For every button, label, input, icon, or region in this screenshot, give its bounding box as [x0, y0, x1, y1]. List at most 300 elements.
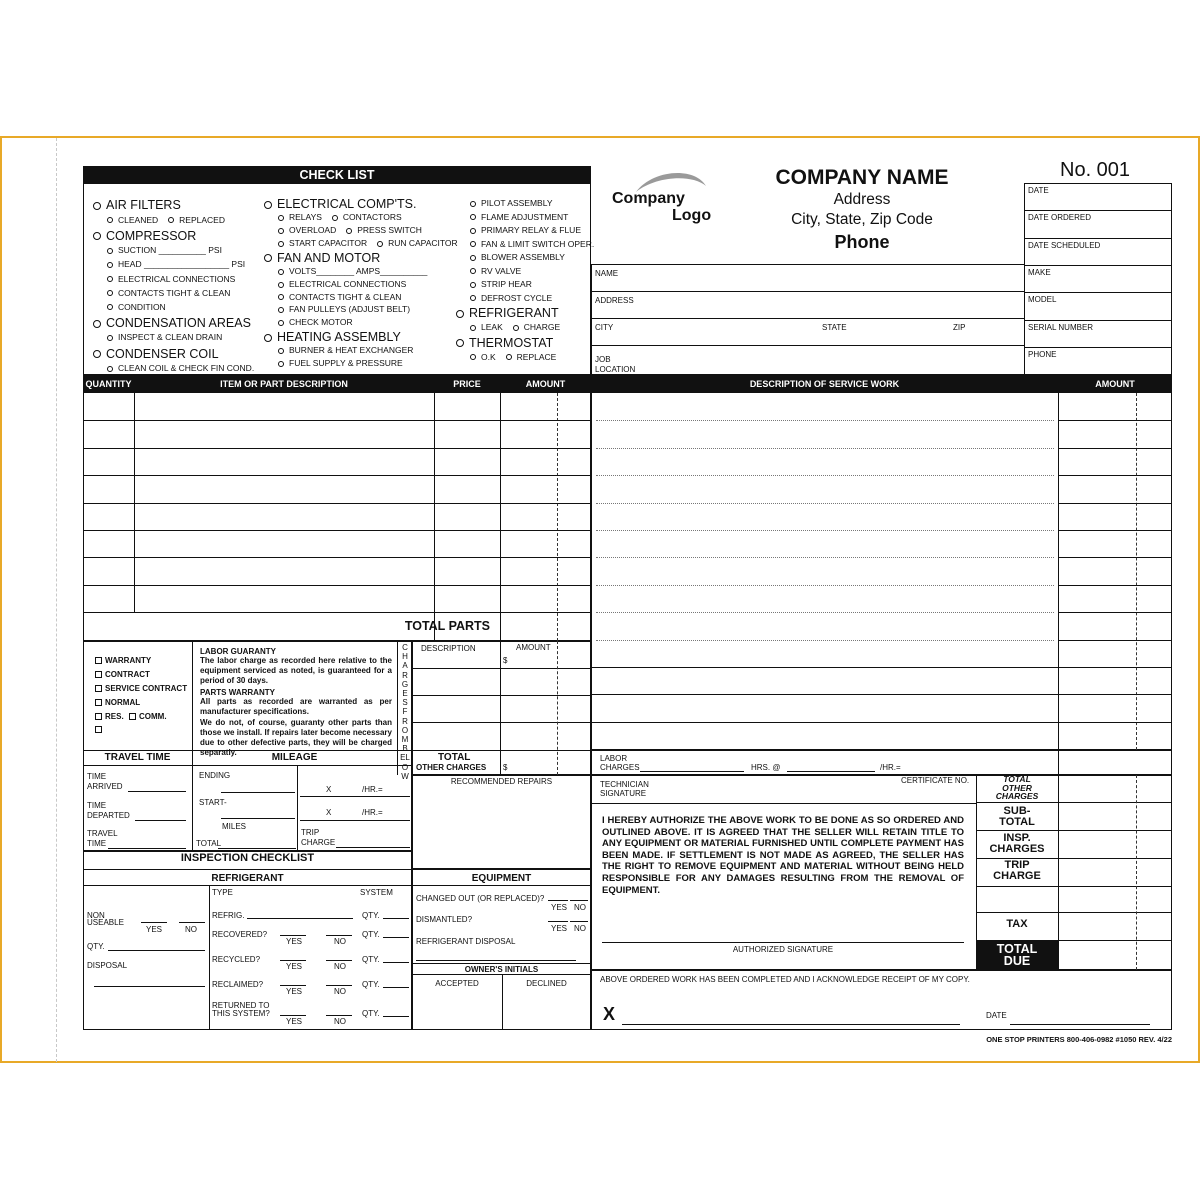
checklist-item-label: BLOWER ASSEMBLY [481, 252, 565, 262]
checklist-item-col2 [278, 212, 402, 223]
field-date-ordered: DATE ORDERED [1028, 213, 1091, 223]
radio-icon [470, 295, 476, 301]
table-row [83, 530, 591, 531]
parts-header-quantity: QUANTITY [85, 379, 132, 389]
mileage-ending-label: ENDING [199, 771, 231, 780]
qty-label: QTY. [87, 942, 105, 951]
checklist-item-label: HEAD __________________ PSI [118, 259, 246, 270]
subtotal-label-1: SUB- [1003, 805, 1031, 817]
qty-line [383, 962, 409, 963]
field-divider [1024, 347, 1172, 348]
warranty-option-label: COMM. [139, 712, 167, 721]
disposal-label: DISPOSAL [87, 961, 128, 970]
signature-x: X [603, 1004, 616, 1024]
company-city: City, State, Zip Code [791, 211, 933, 228]
travel-time-title: TRAVEL TIME [104, 752, 171, 763]
non-useable-label-1: NON [87, 911, 105, 920]
certificate-label: CERTIFICATE NO. [901, 776, 970, 785]
radio-icon [470, 325, 476, 331]
checklist-item-col1 [107, 302, 176, 313]
radio-icon [107, 304, 113, 310]
table-row [1058, 640, 1172, 641]
other-amount-label: AMOUNT [516, 643, 551, 652]
table-row [1058, 448, 1172, 449]
yes-label: YES [286, 962, 303, 971]
checkbox-icon [95, 671, 102, 678]
checklist-item-label: ELECTRICAL CONNECTIONS [289, 278, 407, 289]
recommended-repairs-box [412, 775, 591, 869]
mileage-title: MILEAGE [271, 752, 318, 763]
dismantled-no: NO [574, 924, 586, 933]
checklist-item-label: VOLTS________ AMPS__________ [289, 266, 428, 276]
checklist-item-col1 [107, 274, 245, 285]
checklist-item-col2 [278, 304, 420, 315]
field-date: DATE [1028, 186, 1049, 195]
checklist-item-label: BURNER & HEAT EXCHANGER [289, 345, 414, 356]
authorized-signature-label: AUTHORIZED SIGNATURE [732, 945, 834, 954]
checklist-item-col1 [93, 347, 229, 361]
checklist-item-col2 [278, 345, 423, 356]
table-row [83, 503, 591, 504]
mileage-per-hr-2: /HR.= [362, 808, 383, 817]
checklist-item-col1 [93, 316, 261, 330]
warranty-option [95, 669, 150, 680]
labor-charges-label-2: CHARGES [600, 763, 640, 772]
checklist-item-col1 [107, 215, 225, 226]
table-row [1058, 557, 1172, 558]
checklist-item-label: PILOT ASSEMBLY [481, 198, 553, 208]
table-row [591, 667, 1172, 668]
checklist-item-label: FLAME ADJUSTMENT [481, 211, 569, 222]
table-row [83, 420, 591, 421]
checklist-item-label: REFRIGERANT [469, 306, 559, 320]
warranty-option [95, 655, 151, 666]
total-other-label-2: OTHER CHARGES [416, 763, 487, 772]
state-label: STATE [822, 323, 847, 332]
changed-no: NO [574, 903, 586, 912]
radio-icon [506, 354, 512, 360]
checklist-item-col3 [470, 225, 591, 236]
radio-icon [346, 228, 352, 234]
qty-line [383, 937, 409, 938]
radio-icon [93, 320, 101, 328]
checklist-item-col1 [107, 288, 240, 299]
checklist-item-col3 [456, 306, 569, 320]
table-row [1058, 420, 1172, 421]
checklist-item-col2 [278, 292, 411, 303]
checklist-item-col1 [107, 363, 264, 374]
checklist-item-col3 [470, 239, 604, 250]
location-label: LOCATION [595, 365, 636, 374]
field-date-scheduled: DATE SCHEDULED [1028, 240, 1101, 250]
changed-yes: YES [551, 903, 568, 912]
returned-label-1: RETURNED TO [212, 1001, 270, 1010]
time-departed-label-1: TIME [87, 801, 107, 810]
mileage-x-2: X [326, 808, 332, 817]
checklist-item-col3 [456, 336, 563, 350]
yes-label: YES [286, 937, 303, 946]
checklist-item-col3 [470, 252, 575, 263]
radio-icon [470, 241, 476, 247]
checklist-item-label: CONTACTS TIGHT & CLEAN [289, 291, 402, 302]
checklist-item-col2 [278, 238, 458, 249]
field-phone: PHONE [1028, 349, 1057, 359]
checklist-item-label: ELECTRICAL CONNECTIONS [118, 273, 236, 284]
travel-time-label-2: TIME [87, 839, 107, 848]
paper-bottom-edge [0, 1061, 1200, 1063]
printer-info: ONE STOP PRINTERS 800-406-0982 #1050 REV. 4/22 [986, 1035, 1172, 1044]
total-due-label-2: DUE [1003, 954, 1031, 968]
totals-other-3: CHARGES [995, 791, 1039, 801]
dismantled-yes: YES [551, 924, 568, 933]
system-label: SYSTEM [360, 888, 393, 897]
labor-charges-label-1: LABOR [600, 754, 628, 763]
time-departed-label-2: DEPARTED [87, 811, 130, 820]
field-make: MAKE [1028, 267, 1051, 277]
yes-label: YES [286, 1017, 303, 1026]
radio-icon [264, 201, 272, 209]
checklist-item-col2 [278, 266, 437, 277]
non-useable-yes: YES [146, 925, 163, 934]
service-header-description: DESCRIPTION OF SERVICE WORK [749, 379, 900, 389]
radio-icon [513, 325, 519, 331]
checklist-item-col3 [470, 293, 562, 304]
checklist-item-label: FAN PULLEYS (ADJUST BELT) [289, 304, 411, 315]
checklist-item-col3 [470, 266, 531, 277]
perforation-line [56, 138, 57, 1062]
checklist-item-label-2: REPLACED [179, 214, 225, 225]
radio-icon [107, 248, 113, 254]
radio-icon [278, 361, 284, 367]
parts-header-price: PRICE [453, 379, 481, 389]
refrigerant-row-label: RECLAIMED? [212, 980, 264, 989]
checklist-item-col1 [93, 229, 206, 243]
equipment-title: EQUIPMENT [471, 873, 532, 884]
owners-initials-label: OWNER'S INITIALS [464, 965, 539, 974]
checklist-item-col3 [470, 198, 563, 209]
labor-hrs-label: HRS. @ [751, 763, 781, 772]
qty-label: QTY. [362, 955, 380, 964]
company-address: Address [833, 191, 891, 208]
radio-icon [278, 269, 284, 275]
other-parts-text: We do not, of course, guaranty other parts than those we install. If repairs later become necessary due to other defective parts, they will be charged separatly. [200, 718, 392, 757]
accepted-label: ACCEPTED [435, 979, 479, 988]
yes-label: YES [286, 987, 303, 996]
warranty-option-label: CONTRACT [105, 670, 150, 679]
table-row [596, 448, 1054, 449]
checklist-item-label: FAN AND MOTOR [277, 250, 381, 265]
radio-icon [278, 228, 284, 234]
checklist-item-col3 [470, 322, 560, 333]
checklist-item-label: CHECK MOTOR [289, 317, 353, 328]
mileage-per-hr-1: /HR.= [362, 785, 383, 794]
warranty-option [95, 697, 140, 708]
logo-text-1: Company [612, 190, 685, 207]
table-row [83, 585, 591, 586]
checkbox-icon [95, 685, 102, 692]
warranty-option-label: RES. [105, 712, 124, 721]
radio-icon [456, 310, 464, 318]
radio-icon [107, 217, 113, 223]
checklist-item-label: HEATING ASSEMBLY [277, 330, 401, 344]
total-due-label-1: TOTAL [996, 942, 1038, 956]
non-useable-label-2: USEABLE [87, 918, 124, 927]
checklist-item-label: CONTACTS TIGHT & CLEAN [118, 287, 231, 298]
parts-warranty-text: All parts as recorded are warranted as per manufacturer specifications. [200, 697, 392, 716]
warranty-option-label: SERVICE CONTRACT [105, 684, 188, 693]
qty-line [383, 1016, 409, 1017]
warranty-option-label: WARRANTY [105, 656, 152, 665]
totals-other-2: OTHER [1002, 782, 1032, 793]
trip-charge-total-2: CHARGE [993, 870, 1041, 882]
table-row [596, 420, 1054, 421]
checklist-item-label-2: CHARGE [523, 322, 561, 332]
parts-warranty-title: PARTS WARRANTY [200, 688, 275, 697]
job-label: JOB [595, 355, 611, 364]
radio-icon [470, 282, 476, 288]
radio-icon [93, 350, 101, 358]
radio-icon [470, 201, 476, 207]
inspection-checklist-title: INSPECTION CHECKLIST [180, 852, 315, 864]
checklist-item-label: DEFROST CYCLE [481, 292, 553, 303]
checklist-item-label: AIR FILTERS [106, 198, 181, 212]
labor-guaranty-text: The labor charge as recorded here relative to the equipment serviced as noted, is guaranteed for a period of 30 days. [200, 656, 392, 685]
radio-icon [107, 366, 113, 372]
table-row [83, 475, 591, 476]
other-description-label: DESCRIPTION [421, 644, 476, 653]
checklist-item-col2 [264, 251, 390, 265]
radio-icon [456, 339, 464, 347]
checklist-item-col3 [470, 279, 542, 290]
checklist-item-label: CLEANED [118, 214, 159, 225]
subtotal-label-2: TOTAL [999, 816, 1035, 828]
zip-label: ZIP [953, 323, 966, 332]
parts-table [83, 375, 591, 641]
checklist-item-col3 [470, 352, 556, 363]
labor-guaranty-title: LABOR GUARANTY [200, 647, 276, 656]
technician-label-1: TECHNICIAN [600, 780, 649, 789]
table-row [83, 448, 591, 449]
checklist-item-col2 [264, 197, 426, 211]
no-label: NO [334, 937, 346, 946]
checkbox-icon [95, 713, 102, 720]
checklist-item-col3 [470, 212, 578, 223]
table-row [596, 557, 1054, 558]
qty-label: QTY. [362, 930, 380, 939]
paper-top-edge [0, 136, 1200, 138]
checklist-item-label: RELAYS [289, 212, 322, 223]
checklist-item-label-2: CONTACTORS [342, 212, 402, 223]
table-row [83, 612, 591, 613]
checklist-item-label: COMPRESSOR [106, 228, 197, 243]
field-divider [1024, 210, 1172, 211]
customer-box [591, 264, 1025, 375]
warranty-option [95, 683, 187, 694]
radio-icon [278, 348, 284, 354]
checklist-item-col1 [107, 245, 232, 256]
radio-icon [377, 241, 383, 247]
table-row [596, 640, 1054, 641]
mileage-total-label: TOTAL [196, 839, 222, 848]
field-model: MODEL [1028, 295, 1057, 305]
checklist-item-col2 [278, 279, 416, 290]
field-divider [1024, 238, 1172, 239]
table-row [596, 475, 1054, 476]
form-number: No. 001 [1060, 159, 1131, 181]
radio-icon [278, 320, 284, 326]
table-row [596, 503, 1054, 504]
trip-charge-total-1: TRIP [1004, 859, 1030, 871]
other-dollar-sign: $ [503, 656, 508, 665]
technician-label-2: SIGNATURE [600, 789, 647, 798]
field-divider [1024, 292, 1172, 293]
checklist-title: CHECK LIST [83, 166, 591, 184]
table-row [1058, 503, 1172, 504]
checklist-item-label: LEAK [481, 322, 503, 332]
refrigerant-row-label: RECYCLED? [212, 955, 261, 964]
logo-text-2: Logo [672, 207, 712, 224]
no-label: NO [334, 962, 346, 971]
mileage-miles-label: MILES [222, 822, 247, 831]
time-arrived-label-2: ARRIVED [87, 782, 123, 791]
total-parts-label: TOTAL PARTS [404, 619, 490, 633]
non-useable-no: NO [185, 925, 197, 934]
totals-other-1: TOTAL [1003, 774, 1031, 784]
warranty-option [129, 711, 167, 722]
checklist-item-label: ELECTRICAL COMP'TS. [277, 197, 417, 211]
checklist-item-label: THERMOSTAT [469, 335, 554, 350]
checklist-item-label-2: REPLACE [516, 351, 557, 362]
radio-icon [470, 214, 476, 220]
checkbox-icon [95, 726, 102, 733]
radio-icon [278, 241, 284, 247]
checklist-item-label: OVERLOAD [289, 225, 337, 236]
checklist-item-label-2: RUN CAPACITOR [388, 237, 458, 248]
refrigerant-title: REFRIGERANT [211, 873, 284, 884]
checklist-item-col2 [278, 358, 413, 369]
table-row [1058, 530, 1172, 531]
radio-icon [470, 228, 476, 234]
radio-icon [107, 262, 113, 268]
trip-charge-label-1: TRIP [301, 828, 320, 837]
parts-header-amount: AMOUNT [525, 379, 566, 389]
table-row [1058, 585, 1172, 586]
labor-per-hr-label: /HR.= [880, 763, 901, 772]
table-row [591, 694, 1172, 695]
radio-icon [93, 232, 101, 240]
total-other-dollar: $ [503, 763, 508, 772]
radio-icon [332, 215, 338, 221]
travel-time-label-1: TRAVEL [87, 829, 118, 838]
checklist-item-col1 [107, 259, 255, 270]
table-row [1058, 612, 1172, 613]
checklist-item-col1 [107, 332, 232, 343]
checklist-item-label: CLEAN COIL & CHECK FIN COND. [118, 363, 255, 374]
declined-label: DECLINED [526, 979, 567, 988]
acknowledgement-date-label: DATE [986, 1011, 1007, 1020]
checkbox-icon [95, 657, 102, 664]
checklist-item-label: INSPECT & CLEAN DRAIN [118, 332, 223, 343]
authorization-text: I HEREBY AUTHORIZE THE ABOVE WORK TO BE DONE AS SO ORDERED AND OUTLINED ABOVE. IT IS AGREED THAT THE SELLER WILL RETAIN TITLE TO ANY EQUIPMENT OR MATERIAL FURNISHED UNTIL COMPLETE PAYMENT HAS BEEN MADE. IF SETTLEMENT IS NOT MADE AS AGREED, THE SELLER HAS THE RIGHT TO REMOVE EQUIPMENT AND MATERIAL WITHOUT BEING HELD RESPONSIBLE FOR ANY DAMAGES RESULTING FROM THE REMOVAL OF EQUIPMENT. [602, 815, 964, 896]
checklist-item-label: FAN & LIMIT SWITCH OPER. [481, 238, 595, 249]
insp-charges-label-2: CHARGES [989, 843, 1045, 855]
service-header-amount: AMOUNT [1095, 379, 1135, 389]
mileage-x-1: X [326, 785, 332, 794]
table-row [596, 585, 1054, 586]
table-row [596, 612, 1054, 613]
company-name: COMPANY NAME [775, 166, 949, 189]
checklist-item-col2 [278, 225, 422, 236]
recommended-repairs-label: RECOMMENDED REPAIRS [450, 777, 553, 786]
checklist-item-label: RV VALVE [481, 265, 522, 276]
field-divider [1024, 265, 1172, 266]
refrigerant-disposal-label: REFRIGERANT DISPOSAL [416, 937, 516, 946]
checklist-item-label: CONDITION [118, 301, 166, 312]
refrigerant-row-label: RECOVERED? [212, 930, 268, 939]
acknowledgement-text: ABOVE ORDERED WORK HAS BEEN COMPLETED AND I ACKNOWLEDGE RECEIPT OF MY COPY. [600, 975, 970, 984]
parts-header-description: ITEM OR PART DESCRIPTION [220, 379, 348, 389]
checklist-item-col2 [264, 330, 411, 344]
radio-icon [278, 282, 284, 288]
no-label: NO [334, 1017, 346, 1026]
radio-icon [278, 294, 284, 300]
qty-label: QTY. [362, 980, 380, 989]
insp-charges-label-1: INSP. [1003, 832, 1031, 844]
checklist-item-label: CONDENSATION AREAS [106, 315, 251, 330]
field-serial-number: SERIAL NUMBER [1028, 322, 1094, 332]
checklist-item-label: SUCTION __________ PSI [118, 245, 222, 256]
radio-icon [93, 202, 101, 210]
tax-label: TAX [1006, 918, 1028, 930]
radio-icon [168, 217, 174, 223]
qty-line [383, 987, 409, 988]
total-other-label-1: TOTAL [438, 752, 471, 763]
refrig-qty-label: QTY. [362, 911, 380, 920]
checkbox-icon [129, 713, 136, 720]
field-divider [1024, 320, 1172, 321]
charges-from-below-label: CHARGES FROM BELOW [400, 643, 410, 781]
checklist-item-label: O.K [481, 351, 496, 362]
returned-label-2: THIS SYSTEM? [212, 1009, 270, 1018]
radio-icon [107, 335, 113, 341]
trip-charge-label-2: CHARGE [301, 838, 336, 847]
checklist-item-label: START CAPACITOR [289, 237, 368, 248]
checklist-item-col2 [278, 317, 363, 328]
checklist-item-label: PRIMARY RELAY & FLUE [481, 225, 581, 235]
radio-icon [278, 307, 284, 313]
checkbox-icon [95, 699, 102, 706]
time-arrived-label-1: TIME [87, 772, 107, 781]
table-row [83, 557, 591, 558]
radio-icon [470, 268, 476, 274]
mileage-start-label: START- [199, 798, 227, 807]
warranty-option [95, 711, 124, 722]
no-label: NO [334, 987, 346, 996]
address-label: ADDRESS [595, 296, 634, 305]
paper-left-edge [0, 136, 2, 1063]
radio-icon [470, 354, 476, 360]
warranty-option-label: NORMAL [105, 698, 141, 707]
table-row [1058, 475, 1172, 476]
radio-icon [470, 255, 476, 261]
name-label: NAME [595, 269, 619, 278]
company-phone: Phone [834, 232, 890, 252]
table-row [596, 530, 1054, 531]
table-row [591, 722, 1172, 723]
radio-icon [107, 290, 113, 296]
radio-icon [278, 215, 284, 221]
type-label: TYPE [212, 888, 233, 897]
